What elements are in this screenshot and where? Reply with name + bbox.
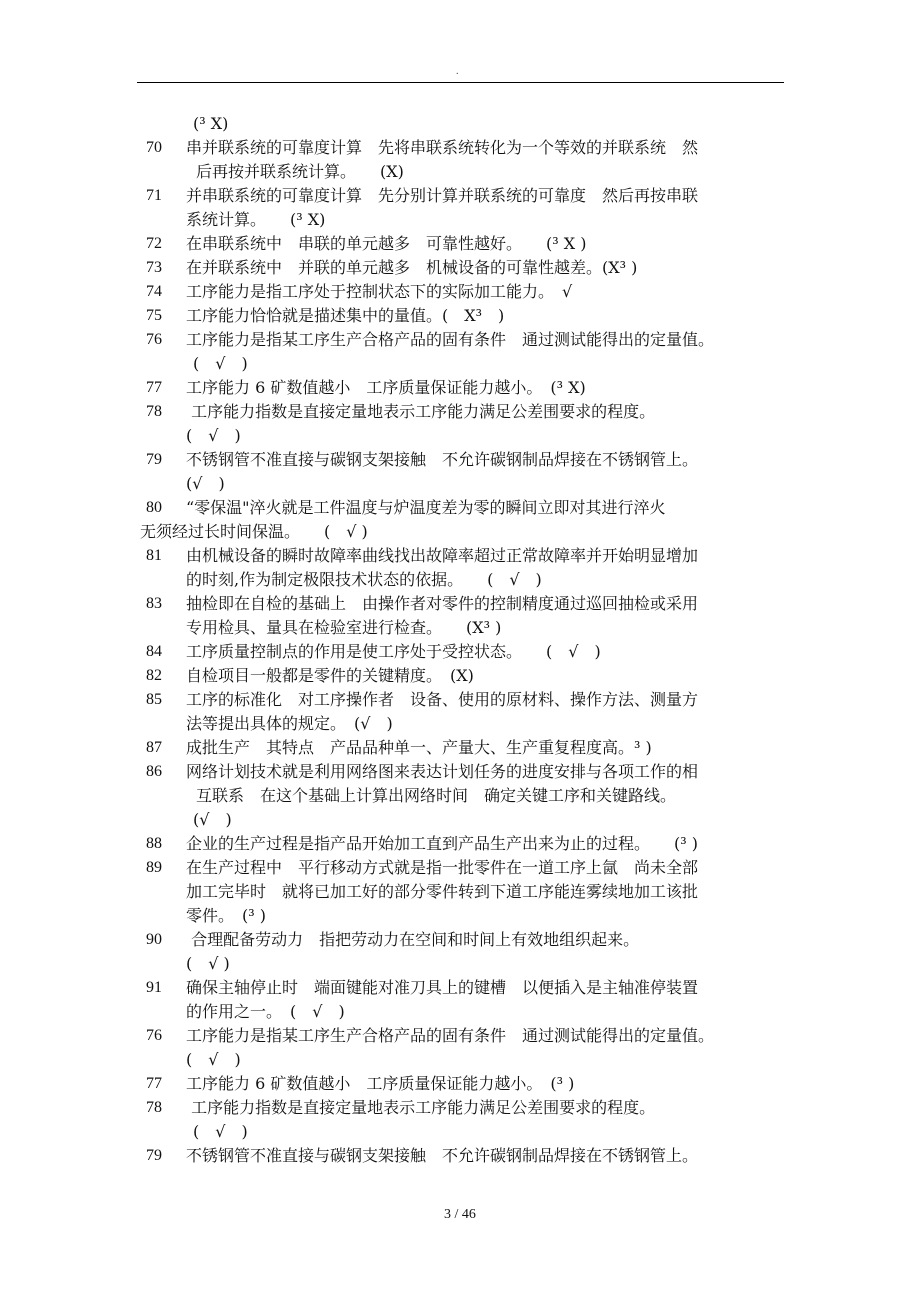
question-number: 77 xyxy=(146,379,162,396)
question-text: 工序能力指数是直接定量地表示工序能力满足公差围要求的程度。 xyxy=(186,402,656,421)
question-text: 无须经过长时间保温。 ( √ ) xyxy=(140,522,368,541)
question-text: (√ ) xyxy=(193,810,232,829)
question-number: 86 xyxy=(146,763,162,780)
question-text: 法等提出具体的规定。 (√ ) xyxy=(186,714,393,733)
question-number: 76 xyxy=(146,1027,162,1044)
question-text: 后再按并联系统计算。 (X) xyxy=(196,162,404,181)
question-text: 在并联系统中 并联的单元越多 机械设备的可靠性越差。(X³ ) xyxy=(186,258,638,277)
question-text: 网络计划技术就是利用网络图来表达计划任务的进度安排与各项工作的相 xyxy=(186,762,699,781)
question-number: 78 xyxy=(146,403,162,420)
question-number: 70 xyxy=(146,139,162,156)
question-text: 工序能力 6 矿数值越小 工序质量保证能力越小。 (³ ) xyxy=(186,1074,575,1093)
question-number: 71 xyxy=(146,187,162,204)
question-text: 成批生产 其特点 产品品种单一、产量大、生产重复程度高。³ ) xyxy=(186,738,652,757)
question-number: 91 xyxy=(146,979,162,996)
question-text: 工序质量控制点的作用是使工序处于受控状态。 ( √ ) xyxy=(186,642,601,661)
question-text: 工序能力是指某工序生产合格产品的固有条件 通过测试能得出的定量值。 xyxy=(186,330,715,349)
question-text: 合理配备劳动力 指把劳动力在空间和时间上有效地组织起来。 xyxy=(186,930,640,949)
question-text: 串并联系统的可靠度计算 先将串联系统转化为一个等效的并联系统 然 xyxy=(186,138,699,157)
question-number: 80 xyxy=(146,499,162,516)
question-text: 的时刻,作为制定极限技术状态的依据。 ( √ ) xyxy=(186,570,542,589)
question-text: 不锈钢管不准直接与碳钢支架接触 不允许碳钢制品焊接在不锈钢管上。 xyxy=(186,450,699,469)
question-text: 互联系 在这个基础上计算出网络时间 确定关键工序和关键路线。 xyxy=(196,786,677,805)
question-text: 加工完毕时 就将已加工好的部分零件转到下道工序能连雾续地加工该批 xyxy=(186,882,699,901)
question-number: 79 xyxy=(146,1147,162,1164)
question-number: 73 xyxy=(146,259,162,276)
question-number: 84 xyxy=(146,643,162,660)
header-mark: . xyxy=(456,66,459,77)
question-number: 72 xyxy=(146,235,162,252)
page-number: 3 / 46 xyxy=(444,1207,476,1222)
question-text: 抽检即在自检的基础上 由操作者对零件的控制精度通过巡回抽检或采用 xyxy=(186,594,699,613)
question-text: 在生产过程中 平行移动方式就是指一批零件在一道工序上氤 尚未全部 xyxy=(186,858,699,877)
question-number: 89 xyxy=(146,859,162,876)
question-text: ( √ ) xyxy=(193,1122,248,1141)
question-text: 的作用之一。 ( √ ) xyxy=(186,1002,345,1021)
question-text: (√ ) xyxy=(186,474,225,493)
question-text: 由机械设备的瞬时故障率曲线找出故障率超过正常故障率并开始明显增加 xyxy=(186,546,699,565)
question-number: 79 xyxy=(146,451,162,468)
header-rule xyxy=(137,82,784,83)
question-number: 75 xyxy=(146,307,162,324)
question-text: 工序能力恰恰就是描述集中的量值。( X³ ) xyxy=(186,306,505,325)
question-text: 并串联系统的可靠度计算 先分别计算并联系统的可靠度 然后再按串联 xyxy=(186,186,699,205)
question-text: 工序能力 6 矿数值越小 工序质量保证能力越小。 (³ X) xyxy=(186,378,586,397)
question-text: 工序的标准化 对工序操作者 设备、使用的原材料、操作方法、测量方 xyxy=(186,690,699,709)
question-text: ( √ ) xyxy=(193,354,248,373)
question-number: 87 xyxy=(146,739,162,756)
question-number: 76 xyxy=(146,331,162,348)
question-text: ( √ ) xyxy=(186,426,241,445)
question-text: ( √ ) xyxy=(186,954,230,973)
question-number: 90 xyxy=(146,931,162,948)
question-number: 88 xyxy=(146,835,162,852)
question-text: 确保主轴停止时 端面键能对准刀具上的键槽 以便插入是主轴准停装置 xyxy=(186,978,699,997)
question-text: 工序能力是指某工序生产合格产品的固有条件 通过测试能得出的定量值。 xyxy=(186,1026,715,1045)
question-number: 81 xyxy=(146,547,162,564)
question-number: 77 xyxy=(146,1075,162,1092)
question-text: (³ X) xyxy=(193,114,229,133)
question-text: 工序能力是指工序处于控制状态下的实际加工能力。 √ xyxy=(186,282,573,301)
question-text: 自检项目一般都是零件的关键精度。 (X) xyxy=(186,666,474,685)
question-text: 企业的生产过程是指产品开始加工直到产品生产出来为止的过程。 (³ ) xyxy=(186,834,698,853)
question-text: 零件。 (³ ) xyxy=(186,906,266,925)
question-text: ( √ ) xyxy=(186,1050,241,1069)
question-number: 74 xyxy=(146,283,162,300)
question-text: 系统计算。 (³ X) xyxy=(186,210,326,229)
question-text: 专用检具、量具在检验室进行检查。 (X³ ) xyxy=(186,618,502,637)
question-number: 82 xyxy=(146,667,162,684)
question-number: 78 xyxy=(146,1099,162,1116)
question-number: 85 xyxy=(146,691,162,708)
question-text: 在串联系统中 串联的单元越多 可靠性越好。 (³ X ) xyxy=(186,234,587,253)
question-text: 工序能力指数是直接定量地表示工序能力满足公差围要求的程度。 xyxy=(186,1098,656,1117)
question-text: “零保温"淬火就是工件温度与炉温度差为零的瞬间立即对其进行淬火 xyxy=(186,498,666,517)
question-number: 83 xyxy=(146,595,162,612)
question-text: 不锈钢管不准直接与碳钢支架接触 不允许碳钢制品焊接在不锈钢管上。 xyxy=(186,1146,699,1165)
